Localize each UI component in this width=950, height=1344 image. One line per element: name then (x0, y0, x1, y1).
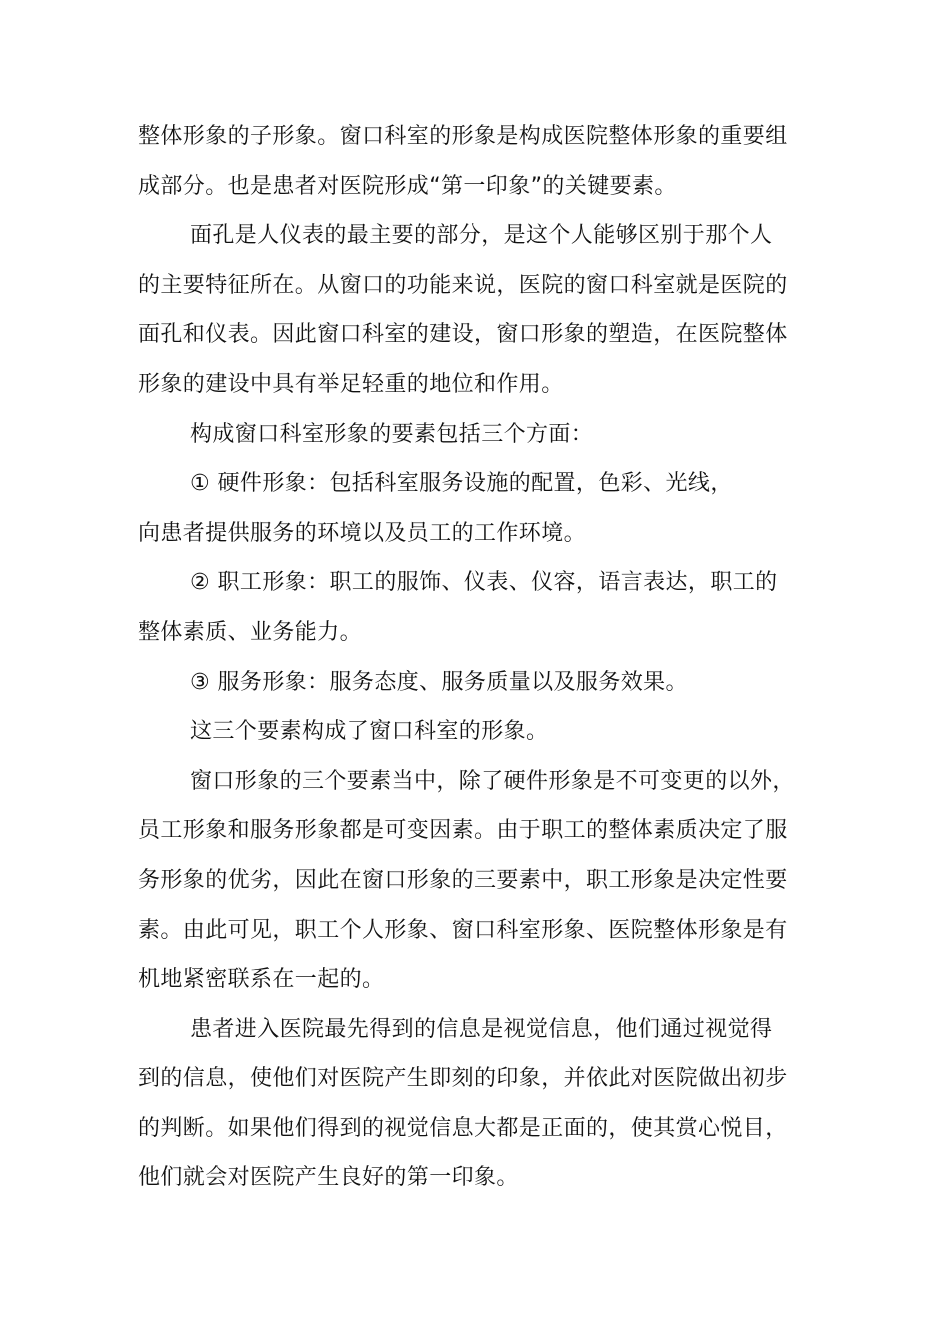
text-line: 素。由此可见，职工个人形象、窗口科室形象、医院整体形象是有 (138, 917, 788, 943)
text-line: 成部分。也是患者对医院形成“第一印象”的关键要素。 (138, 173, 677, 199)
document-body (138, 112, 828, 1203)
text-line: 整体形象的子形象。窗口科室的形象是构成医院整体形象的重要组 (138, 124, 788, 149)
text-line: 面孔和仪表。因此窗口科室的建设，窗口形象的塑造，在医院整体 (138, 322, 788, 348)
text-line: ② 职工形象：职工的服饰、仪表、仪容，语言表达，职工的 (190, 570, 778, 596)
text-line: 形象的建设中具有举足轻重的地位和作用。 (138, 371, 564, 397)
text-line: 员工形象和服务形象都是可变因素。由于职工的整体素质决定了服 (138, 818, 788, 844)
text-line: 构成窗口科室形象的要素包括三个方面： (190, 421, 594, 447)
text-line: 务形象的优劣，因此在窗口形象的三要素中，职工形象是决定性要 (138, 867, 788, 893)
text-line: 的判断。如果他们得到的视觉信息大都是正面的，使其赏心悦目， (138, 1115, 788, 1141)
text-line: 整体素质、业务能力。 (138, 619, 363, 645)
text-line: ③ 服务形象：服务态度、服务质量以及服务效果。 (190, 669, 688, 695)
text-line: 机地紧密联系在一起的。 (138, 967, 385, 993)
text-line: 向患者提供服务的环境以及员工的工作环境。 (138, 520, 587, 546)
text-line: ① 硬件形象：包括科室服务设施的配置，色彩、光线， (190, 471, 733, 497)
text-line: 面孔是人仪表的最主要的部分，是这个人能够区别于那个人 (190, 223, 773, 249)
text-line: 这三个要素构成了窗口科室的形象。 (190, 719, 549, 745)
text-line: 的主要特征所在。从窗口的功能来说，医院的窗口科室就是医院的 (138, 272, 788, 298)
text-line: 他们就会对医院产生良好的第一印象。 (138, 1165, 519, 1191)
text-line: 到的信息，使他们对医院产生即刻的印象，并依此对医院做出初步 (138, 1066, 788, 1092)
text-line: 窗口形象的三个要素当中，除了硬件形象是不可变更的以外， (190, 768, 795, 794)
text-line: 患者进入医院最先得到的信息是视觉信息，他们通过视觉得 (190, 1016, 773, 1042)
